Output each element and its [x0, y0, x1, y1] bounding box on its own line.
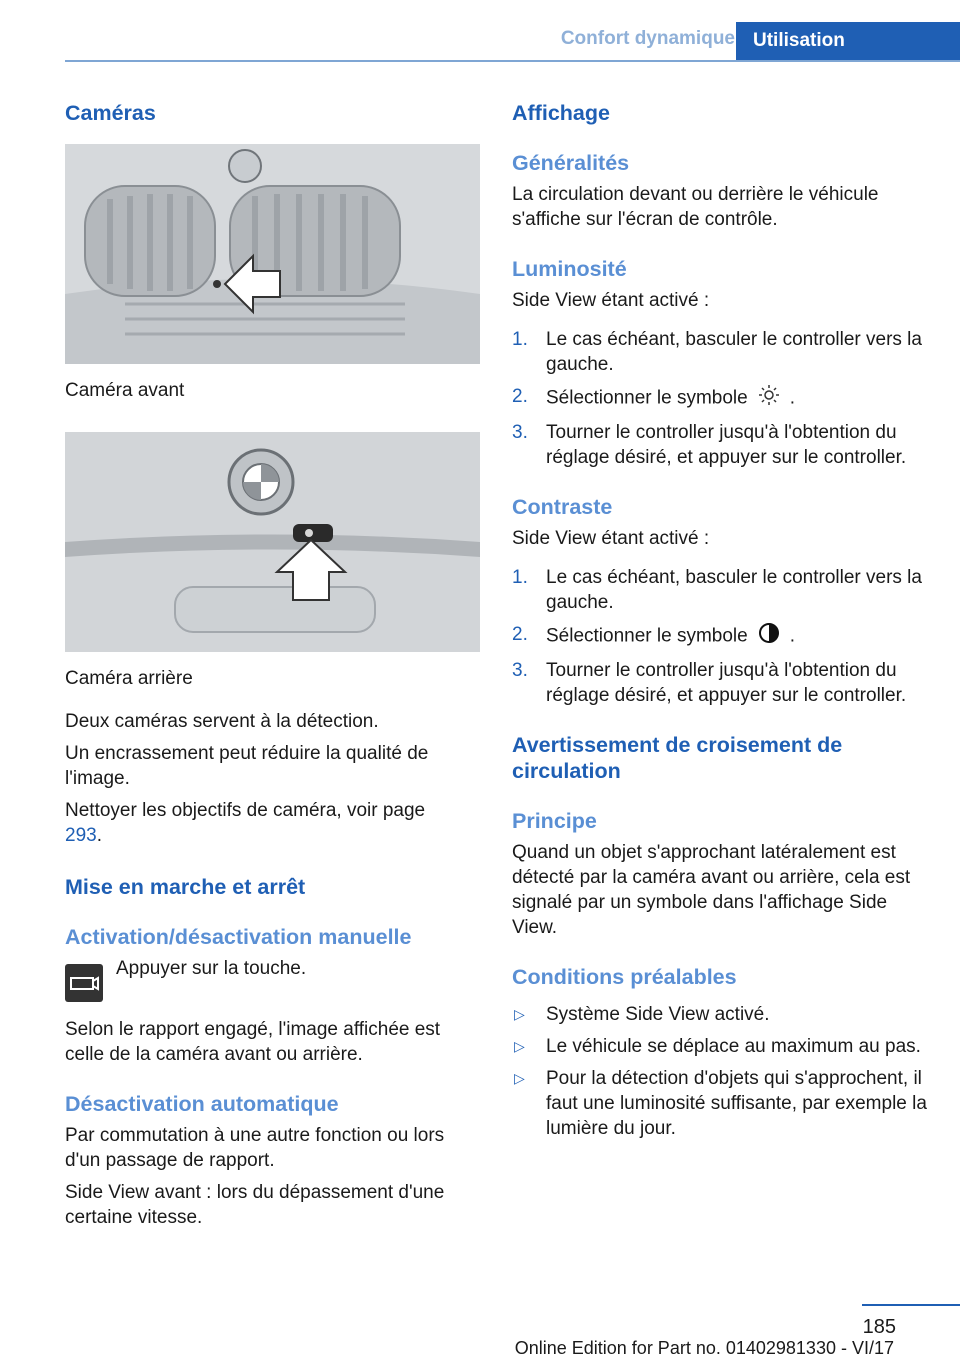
- list-item: [512, 327, 932, 377]
- right-column: [512, 100, 932, 1141]
- paragraph-two-cameras: Deux caméras servent à la détection.: [65, 711, 379, 732]
- paragraph-auto-1: Par commutation à une autre fonction ou lors d'un passage de rapport.: [65, 1125, 445, 1171]
- header-section-title: Confort dynamique: [560, 28, 735, 49]
- brightness-steps: [512, 327, 932, 470]
- front-grille-illustration: [65, 144, 480, 364]
- contrast-icon: [758, 622, 780, 651]
- clean-text: Nettoyer les objectifs de caméra, voir page: [65, 800, 426, 821]
- step-text: Tourner le controller jusqu'à l'obtention du réglage désiré, et appuyer sur le controller.: [546, 660, 907, 706]
- page-link-293[interactable]: 293: [65, 825, 97, 846]
- heading-auto-off: Désactivation automatique: [65, 1092, 339, 1116]
- heading-general: Généralités: [512, 151, 630, 175]
- heading-brightness: Luminosité: [512, 257, 627, 281]
- bullet-triangle-icon: ▷: [514, 1070, 525, 1086]
- header-rule: [65, 60, 960, 62]
- rear-camera-photo: [65, 432, 480, 652]
- heading-principle: Principe: [512, 809, 597, 833]
- caption-rear-camera: Caméra arrière: [65, 668, 193, 689]
- paragraph-general: La circulation devant ou derrière le véhicule s'affiche sur l'écran de contrôle.: [512, 184, 879, 230]
- list-item: [512, 622, 932, 651]
- condition-text: Système Side View activé.: [546, 1004, 770, 1025]
- page-number: 185: [862, 1316, 896, 1338]
- header-chapter-tab: Utilisation: [736, 22, 960, 62]
- step-number: 1.: [512, 329, 528, 350]
- heading-conditions: Conditions préalables: [512, 965, 737, 989]
- step-text: Le cas échéant, basculer le controller vers la gauche.: [546, 329, 922, 375]
- list-item: [512, 1066, 932, 1141]
- step-text-end: .: [789, 387, 795, 409]
- contrast-steps: [512, 565, 932, 708]
- step-number: 2.: [512, 386, 528, 407]
- conditions-list: [512, 1002, 932, 1141]
- step-text: Le cas échéant, basculer le controller vers la gauche.: [546, 567, 922, 613]
- footer-rule: [862, 1304, 960, 1306]
- step-text: Sélectionner le symbole: [546, 625, 748, 647]
- front-camera-photo: [65, 144, 480, 364]
- paragraph-brightness: Side View étant activé :: [512, 290, 710, 311]
- rear-trunk-illustration: [65, 432, 480, 652]
- heading-on-off: Mise en marche et arrêt: [65, 875, 306, 899]
- step-number: 2.: [512, 624, 528, 645]
- paragraph-gear-image: Selon le rapport engagé, l'image affichée est celle de la caméra avant ou arrière.: [65, 1019, 441, 1065]
- edition-note: Online Edition for Part no. 01402981330 - VI/17: [514, 1338, 894, 1358]
- bullet-triangle-icon: ▷: [514, 1038, 525, 1054]
- heading-contrast: Contraste: [512, 495, 613, 519]
- step-number: 3.: [512, 660, 528, 681]
- paragraph-auto-2: Side View avant : lors du dépassement d'une certaine vitesse.: [65, 1182, 445, 1228]
- step-number: 3.: [512, 422, 528, 443]
- step-number: 1.: [512, 567, 528, 588]
- paragraph-dirt: Un encrassement peut réduire la qualité de l'image.: [65, 743, 429, 789]
- heading-cameras: Caméras: [65, 101, 156, 125]
- list-item: [512, 658, 932, 708]
- caption-front-camera: Caméra avant: [65, 380, 185, 401]
- step-text: Tourner le controller jusqu'à l'obtention du réglage désiré, et appuyer sur le controller.: [546, 422, 907, 468]
- condition-text: Le véhicule se déplace au maximum au pas.: [546, 1036, 921, 1057]
- heading-display: Affichage: [512, 101, 610, 125]
- heading-cross-traffic: Avertissement de croisement de circulation: [512, 733, 843, 783]
- list-item: [512, 565, 932, 615]
- list-item: [512, 420, 932, 470]
- list-item: [512, 1002, 932, 1027]
- press-key-row: [65, 958, 465, 1008]
- list-item: [512, 384, 932, 413]
- list-item: [512, 1034, 932, 1059]
- brightness-sun-icon: [758, 384, 780, 413]
- step-text-end: .: [789, 625, 795, 647]
- condition-text: Pour la détection d'objets qui s'approchent, il faut une luminosité suffisante, par exemple la lumière du jour.: [546, 1068, 927, 1139]
- bullet-triangle-icon: ▷: [514, 1006, 525, 1022]
- heading-manual-toggle: Activation/désactivation manuelle: [65, 925, 412, 949]
- paragraph-principle: Quand un objet s'approchant latéralement est détecté par la caméra avant ou arrière, cela est signalé par un symbole dans l'affichage Side View.: [512, 842, 911, 938]
- press-key-text: Appuyer sur la touche.: [116, 958, 307, 979]
- step-text: Sélectionner le symbole: [546, 387, 748, 409]
- camera-button-icon: [65, 964, 103, 1002]
- paragraph-contrast: Side View étant activé :: [512, 528, 710, 549]
- clean-period: .: [96, 825, 102, 846]
- left-column: [65, 100, 465, 1230]
- paragraph-clean-lenses: [65, 798, 465, 848]
